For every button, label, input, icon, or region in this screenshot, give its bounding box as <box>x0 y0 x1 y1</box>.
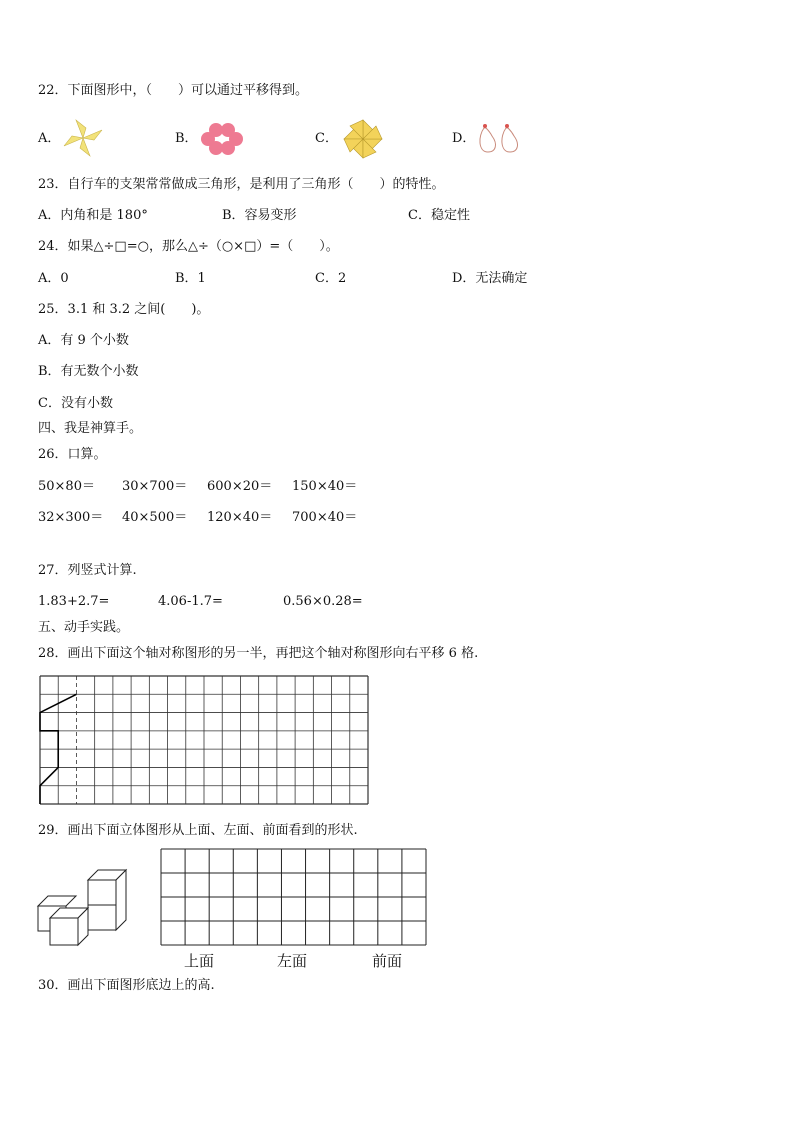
q25-option-a: A．有 9 个小数 <box>38 333 129 348</box>
q26-r2-item: 120×40＝ <box>207 510 273 525</box>
hens-figure-d <box>476 122 522 156</box>
view-label-front: 前面 <box>372 952 403 970</box>
q22-stem: 22．下面图形中，（ ）可以通过平移得到。 <box>38 83 309 98</box>
q26-r1-item: 50×80＝ <box>38 479 95 494</box>
q24-option-b: B．1 <box>175 271 206 286</box>
view-label-left: 左面 <box>277 952 308 970</box>
q24-option-a: A．0 <box>38 271 69 286</box>
q30-stem: 30．画出下面图形底边上的高. <box>38 978 215 993</box>
q27-item: 1.83+2.7= <box>38 594 110 609</box>
flower-figure-b <box>202 120 242 158</box>
q22-option-d-label: D． <box>452 131 476 146</box>
q29-stem: 29．画出下面立体图形从上面、左面、前面看到的形状. <box>38 823 358 838</box>
q22-option-b-label: B． <box>175 131 198 146</box>
q26-r2-item: 40×500＝ <box>122 510 188 525</box>
q22-option-c-label: C． <box>315 131 338 146</box>
q25-option-c: C．没有小数 <box>38 396 113 411</box>
section-4-heading: 四、我是神算手。 <box>38 421 143 436</box>
q26-r2-item: 700×40＝ <box>292 510 358 525</box>
q27-item: 4.06-1.7= <box>158 594 223 609</box>
section-5-heading: 五、动手实践。 <box>38 620 130 635</box>
q25-stem: 25．3.1 和 3.2 之间( )。 <box>38 302 210 317</box>
view-label-top: 上面 <box>184 952 215 970</box>
q26-r1-item: 150×40＝ <box>292 479 358 494</box>
q22-option-a-label: A． <box>38 131 61 146</box>
q26-r1-item: 600×20＝ <box>207 479 273 494</box>
q23-stem: 23．自行车的支架常常做成三角形，是利用了三角形（ ）的特性。 <box>38 177 445 192</box>
q25-option-b: B．有无数个小数 <box>38 364 139 379</box>
q28-stem: 28．画出下面这个轴对称图形的另一半，再把这个轴对称图形向右平移 6 格. <box>38 646 479 661</box>
q26-stem: 26．口算。 <box>38 447 107 462</box>
cube-stack-figure <box>36 866 128 946</box>
q29-drawing-grid[interactable] <box>161 849 426 945</box>
q23-option-a: A．内角和是 180° <box>38 208 148 223</box>
q23-option-b: B．容易变形 <box>222 208 297 223</box>
pinwheel-figure-a <box>62 118 104 158</box>
q26-r1-item: 30×700＝ <box>122 479 188 494</box>
q27-item: 0.56×0.28= <box>283 594 363 609</box>
q23-option-c: C．稳定性 <box>408 208 470 223</box>
q24-stem: 24．如果△÷□=○，那么△÷（○×□）=（ ）。 <box>38 239 339 254</box>
q24-option-d: D．无法确定 <box>452 271 528 286</box>
q24-option-c: C．2 <box>315 271 347 286</box>
q26-r2-item: 32×300＝ <box>38 510 104 525</box>
pinwheel-figure-c <box>342 118 384 160</box>
q28-drawing-grid[interactable] <box>40 676 368 804</box>
q27-stem: 27．列竖式计算. <box>38 563 137 578</box>
